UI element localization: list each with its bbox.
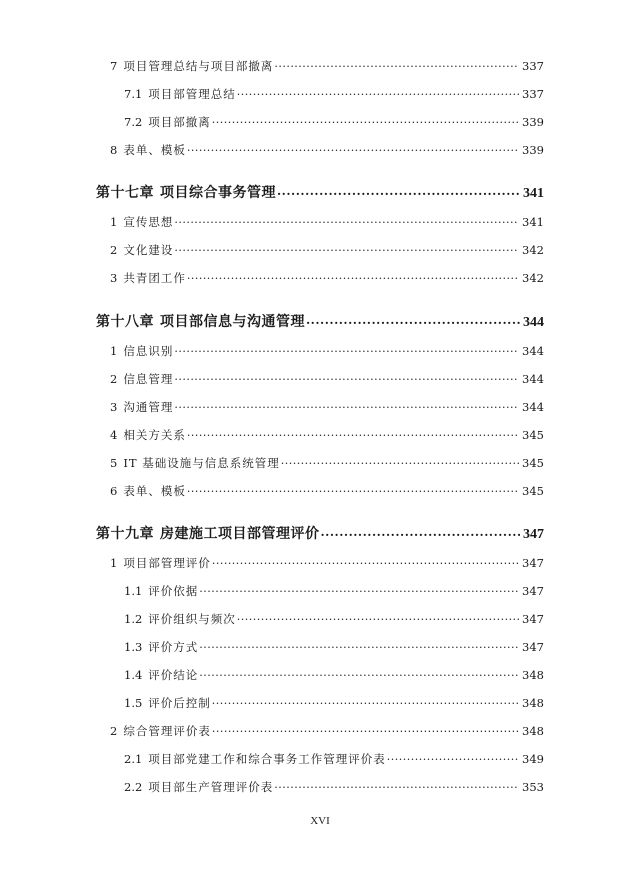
- toc-entry-number: 3: [110, 271, 118, 285]
- toc-entry-number: 2: [110, 372, 118, 386]
- toc-entry[interactable]: [110, 58, 544, 74]
- dot-leader: [321, 526, 521, 538]
- toc-entry[interactable]: [110, 371, 544, 387]
- toc-entry-title: 信息管理: [123, 372, 174, 386]
- toc-entry-number: 7.2: [124, 115, 143, 129]
- toc-entry-page: 339: [522, 115, 544, 129]
- toc-entry[interactable]: [124, 583, 544, 599]
- toc-entry-page: 344: [522, 372, 544, 386]
- toc-entry-page: 337: [522, 87, 544, 101]
- toc-entry-page: 337: [522, 59, 544, 73]
- dot-leader: [274, 779, 519, 791]
- toc-entry-number: 7: [110, 59, 118, 73]
- toc-entry-number: 1.3: [124, 640, 143, 654]
- toc-entry-title: 表单、模板: [123, 143, 186, 157]
- toc-entry[interactable]: [110, 142, 544, 158]
- toc-entry-page: 342: [522, 243, 544, 257]
- toc-entry-title: 项目部党建工作和综合事务工作管理评价表: [148, 752, 386, 766]
- toc-entry-title: 信息识别: [123, 344, 174, 358]
- toc-entry-number: 2.1: [124, 752, 143, 766]
- toc-entry-title: 相关方关系: [123, 428, 186, 442]
- toc-entry-page: 345: [522, 456, 544, 470]
- dot-leader: [187, 270, 519, 282]
- toc-entry-page: 347: [522, 556, 544, 570]
- toc-chapter-heading[interactable]: [96, 182, 544, 202]
- dot-leader: [212, 555, 519, 567]
- toc-entry-title: 项目部撤离: [148, 115, 211, 129]
- toc-entry-page: 348: [522, 668, 544, 682]
- toc-entry[interactable]: [124, 114, 544, 130]
- toc-chapter-title: 房建施工项目部管理评价: [160, 526, 320, 542]
- toc-entry-number: 2: [110, 724, 118, 738]
- toc-entry-number: 1: [110, 556, 118, 570]
- toc-entry-number: 2.2: [124, 780, 143, 794]
- toc-chapter-page: 344: [523, 315, 544, 330]
- toc-entry-page: 342: [522, 271, 544, 285]
- toc-entry[interactable]: [124, 639, 544, 655]
- toc-chapter-number: 第十七章: [96, 185, 154, 201]
- toc-entry-page: 341: [522, 215, 544, 229]
- toc-entry-number: 8: [110, 143, 118, 157]
- toc-chapter-heading[interactable]: [96, 311, 544, 331]
- toc-entry-title: 评价组织与频次: [148, 612, 236, 626]
- toc-entry[interactable]: [124, 695, 544, 711]
- toc-entry-number: 1: [110, 344, 118, 358]
- toc-entry-page: 345: [522, 428, 544, 442]
- dot-leader: [187, 483, 519, 495]
- toc-chapter-title: 项目部信息与沟通管理: [160, 314, 305, 330]
- toc-entry[interactable]: [110, 214, 544, 230]
- toc-entry-title: 项目部生产管理评价表: [148, 780, 274, 794]
- toc-entry-number: 1: [110, 215, 118, 229]
- toc-entry-page: 348: [522, 696, 544, 710]
- toc-entry-title: 表单、模板: [123, 484, 186, 498]
- dot-leader: [199, 639, 519, 651]
- dot-leader: [212, 695, 519, 707]
- toc-entry-title: 宣传思想: [123, 215, 174, 229]
- dot-leader: [187, 427, 519, 439]
- toc-entry-page: 347: [522, 584, 544, 598]
- toc-entry-number: 5: [110, 456, 118, 470]
- dot-leader: [174, 399, 519, 411]
- toc-entry-page: 349: [522, 752, 544, 766]
- dot-leader: [174, 343, 519, 355]
- toc-entry[interactable]: [124, 667, 544, 683]
- dot-leader: [277, 185, 520, 197]
- dot-leader: [212, 723, 519, 735]
- toc-entry-page: 347: [522, 640, 544, 654]
- dot-leader: [387, 751, 519, 763]
- toc-entry-title: 综合管理评价表: [123, 724, 211, 738]
- toc-entry-number: 1.5: [124, 696, 143, 710]
- dot-leader: [237, 611, 519, 623]
- dot-leader: [306, 314, 520, 326]
- toc-entry[interactable]: [110, 455, 544, 471]
- toc-entry-page: 344: [522, 344, 544, 358]
- toc-entry[interactable]: [110, 270, 544, 286]
- toc-entry[interactable]: [124, 86, 544, 102]
- toc-entry-title: 文化建设: [123, 243, 174, 257]
- toc-entry-number: 6: [110, 484, 118, 498]
- toc-entry-title: 沟通管理: [123, 400, 174, 414]
- toc-chapter-heading[interactable]: [96, 523, 544, 543]
- toc-entry-title: 共青团工作: [123, 271, 186, 285]
- toc-entry-title: 项目部管理总结: [148, 87, 236, 101]
- toc-entry-title: IT 基础设施与信息系统管理: [123, 456, 280, 470]
- toc-entry-title: 评价方式: [148, 640, 199, 654]
- dot-leader: [212, 114, 519, 126]
- toc-chapter-title: 项目综合事务管理: [160, 185, 276, 201]
- toc-entry[interactable]: [110, 343, 544, 359]
- toc-entry-title: 项目管理总结与项目部撤离: [123, 59, 274, 73]
- dot-leader: [281, 455, 519, 467]
- toc-entry-number: 1.1: [124, 584, 143, 598]
- toc-entry-number: 1.4: [124, 668, 143, 682]
- toc-entry-page: 348: [522, 724, 544, 738]
- toc-entry-number: 2: [110, 243, 118, 257]
- toc-entry-page: 345: [522, 484, 544, 498]
- dot-leader: [174, 371, 519, 383]
- toc-entry-title: 项目部管理评价: [123, 556, 211, 570]
- toc-entry-title: 评价结论: [148, 668, 199, 682]
- toc-entry[interactable]: [124, 751, 544, 767]
- toc-entry-page: 339: [522, 143, 544, 157]
- toc-entry-page: 353: [522, 780, 544, 794]
- dot-leader: [174, 242, 519, 254]
- toc-chapter-page: 347: [523, 527, 544, 542]
- dot-leader: [174, 214, 519, 226]
- toc-entry-title: 评价后控制: [148, 696, 211, 710]
- dot-leader: [199, 667, 519, 679]
- toc-chapter-page: 341: [523, 186, 544, 201]
- toc-entry[interactable]: [110, 242, 544, 258]
- toc-entry[interactable]: [110, 723, 544, 739]
- page-number-footer: XVI: [310, 815, 330, 827]
- toc-chapter-number: 第十八章: [96, 314, 154, 330]
- toc-entry[interactable]: [110, 427, 544, 443]
- toc-entry-number: 1.2: [124, 612, 143, 626]
- toc-entry-number: 4: [110, 428, 118, 442]
- toc-entry-number: 3: [110, 400, 118, 414]
- dot-leader: [237, 86, 519, 98]
- dot-leader: [199, 583, 519, 595]
- dot-leader: [187, 142, 519, 154]
- toc-entry[interactable]: [110, 483, 544, 499]
- toc-chapter-number: 第十九章: [96, 526, 154, 542]
- toc-entry-page: 347: [522, 612, 544, 626]
- toc-entry[interactable]: [124, 611, 544, 627]
- toc-entry-title: 评价依据: [148, 584, 199, 598]
- toc-entry[interactable]: [110, 399, 544, 415]
- toc-entry-page: 344: [522, 400, 544, 414]
- toc-entry-number: 7.1: [124, 87, 143, 101]
- dot-leader: [274, 58, 519, 70]
- toc-entry[interactable]: [110, 555, 544, 571]
- toc-entry[interactable]: [124, 779, 544, 795]
